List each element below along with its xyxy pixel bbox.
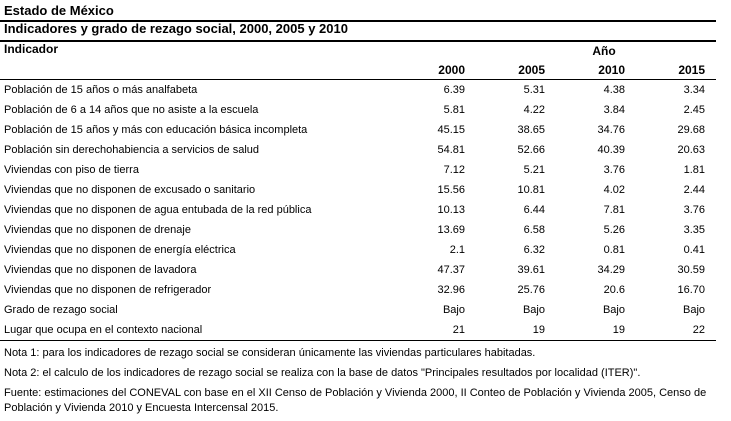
value-cell: 6.58 [523,224,545,236]
value-cell: 6.32 [523,244,545,256]
year-header: 2010 [598,62,625,77]
value-cell: 16.70 [677,284,706,296]
value-cell: 38.65 [517,124,545,136]
value-cell: 4.22 [523,104,545,116]
header-row-years [0,60,716,80]
table-row [0,220,716,240]
year-group-header: Año [592,44,616,58]
value-cell: 7.81 [603,204,625,216]
table-row [0,80,716,101]
table-row [0,300,716,320]
table-row [0,200,716,220]
table-row [0,100,716,120]
value-cell: 15.56 [437,184,465,196]
value-cell: 52.66 [517,144,545,156]
value-cell: 30.59 [677,264,706,276]
header-row-group [0,42,716,60]
value-cell: 5.81 [443,104,465,116]
value-cell: 4.38 [603,84,625,96]
title-divider [0,20,716,22]
page-title: Estado de México [4,3,114,18]
value-cell: 13.69 [437,224,465,236]
value-cell: 2.1 [449,244,465,256]
table-subtitle: Indicadores y grado de rezago social, 2000, 2005 y 2010 [4,21,348,36]
table-row [0,120,716,140]
value-cell: 3.34 [683,84,706,96]
year-header: 2015 [678,62,706,77]
indicator-label: Grado de rezago social [4,304,118,316]
value-cell: 34.76 [597,124,625,136]
value-cell: Bajo [682,304,706,316]
value-cell: 22 [692,324,706,336]
value-cell: 5.26 [603,224,625,236]
value-cell: 1.81 [683,164,706,176]
indicator-label: Lugar que ocupa en el contexto nacional [4,324,203,336]
value-cell: 21 [452,324,465,336]
table-row [0,260,716,280]
value-cell: 2.45 [683,104,706,116]
value-cell: 4.02 [603,184,625,196]
value-cell: 20.63 [677,144,706,156]
value-cell: 25.76 [517,284,545,296]
value-cell: 40.39 [597,144,625,156]
indicator-label: Población sin derechohabiencia a servicios de salud [4,144,259,156]
value-cell: 3.76 [683,204,706,216]
table-row [0,160,716,180]
value-cell: 19 [532,324,545,336]
indicator-label: Viviendas que no disponen de agua entubada de la red pública [4,204,312,216]
indicator-label: Población de 6 a 14 años que no asiste a la escuela [4,104,259,116]
value-cell: Bajo [522,304,545,316]
table-row [0,140,716,160]
value-cell: 39.61 [517,264,545,276]
value-cell: 10.13 [437,204,465,216]
indicator-label: Viviendas con piso de tierra [4,164,139,176]
table-row [0,240,716,260]
value-cell: 0.41 [683,244,706,256]
value-cell: 10.81 [517,184,545,196]
indicator-label: Viviendas que no disponen de lavadora [4,264,197,276]
indicator-label: Población de 15 años o más analfabeta [4,84,198,96]
value-cell: 45.15 [437,124,465,136]
value-cell: 29.68 [677,124,706,136]
source-note: Fuente: estimaciones del CONEVAL con base en el XII Censo de Población y Vivienda 2000, II Conteo de Población y Vivienda 2005, Censo de Población y Vivienda 2010 y Encuesta Intercensal 2015. [4,387,707,414]
value-cell: 19 [612,324,625,336]
value-cell: 7.12 [443,164,465,176]
note-1: Nota 1: para los indicadores de rezago social se consideran únicamente las viviendas particulares habitadas. [4,347,536,359]
indicator-label: Viviendas que no disponen de energía eléctrica [4,244,236,256]
value-cell: Bajo [442,304,465,316]
year-header: 2005 [518,62,545,77]
value-cell: 20.6 [603,284,625,296]
value-cell: 32.96 [437,284,465,296]
value-cell: 2.44 [683,184,706,196]
value-cell: 3.84 [603,104,625,116]
value-cell: 5.31 [523,84,545,96]
indicator-label: Viviendas que no disponen de drenaje [4,224,191,236]
value-cell: 6.44 [523,204,545,216]
indicator-label: Viviendas que no disponen de refrigerador [4,284,212,296]
indicator-header: Indicador [4,42,59,56]
value-cell: 0.81 [603,244,625,256]
table-row [0,180,716,200]
indicators-table [0,42,716,341]
indicator-header-spacer [0,60,396,80]
value-cell: 6.39 [443,84,465,96]
indicator-label: Población de 15 años y más con educación básica incompleta [4,124,308,136]
table-body [0,80,716,341]
indicator-label: Viviendas que no disponen de excusado o sanitario [4,184,256,196]
value-cell: 34.29 [597,264,625,276]
value-cell: 54.81 [437,144,465,156]
note-2: Nota 2: el calculo de los indicadores de rezago social se realiza con la base de datos "Principales resultados por localidad (ITER)". [4,367,641,379]
value-cell: 3.76 [603,164,625,176]
value-cell: 3.35 [683,224,706,236]
table-row [0,320,716,341]
value-cell: 47.37 [437,264,465,276]
value-cell: 5.21 [523,164,545,176]
year-header: 2000 [438,62,465,77]
table-row [0,280,716,300]
value-cell: Bajo [602,304,625,316]
